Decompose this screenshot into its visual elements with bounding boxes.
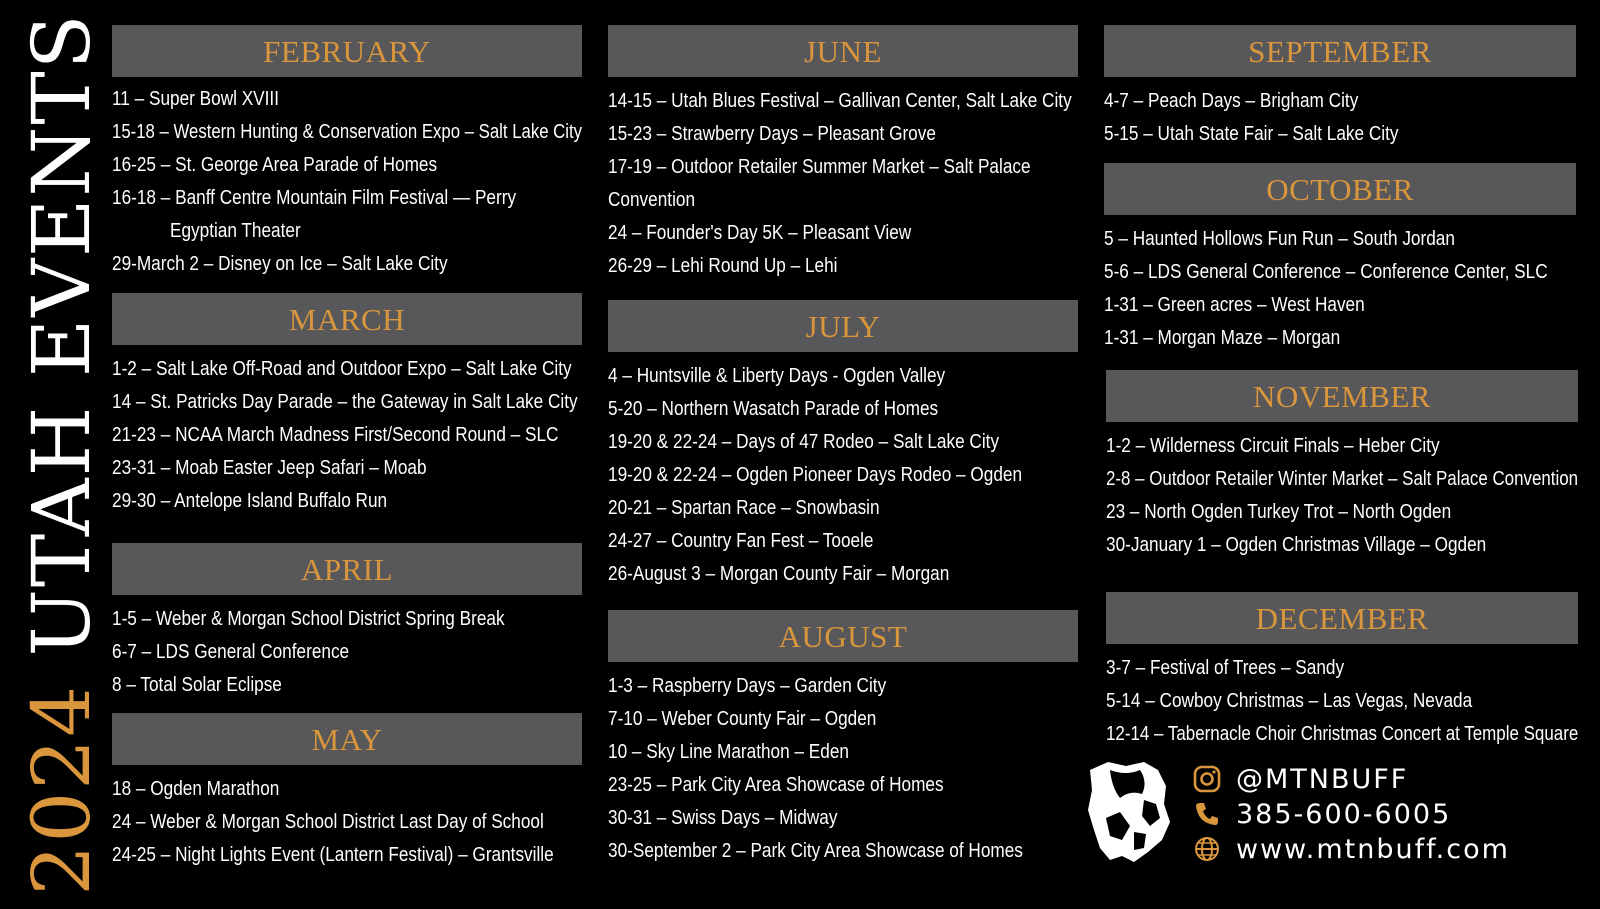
event-list-march	[112, 353, 582, 518]
contact-phone[interactable]	[1192, 797, 1451, 831]
event-item: 10 – Sky Line Marathon – Eden	[608, 741, 849, 763]
month-section-may	[112, 713, 582, 872]
event-item: 15-23 – Strawberry Days – Pleasant Grove	[608, 123, 936, 145]
event-item: 6-7 – LDS General Conference	[112, 641, 350, 663]
event-list-june	[608, 85, 1078, 283]
event-item: 24 – Founder's Day 5K – Pleasant View	[608, 222, 912, 244]
event-list-september	[1104, 85, 1576, 151]
title-label: UTAH EVENTS	[15, 12, 108, 657]
contact-website[interactable]	[1192, 832, 1510, 866]
event-item: 21-23 – NCAA March Madness First/Second Round – SLC	[112, 424, 559, 446]
event-item: 30-September 2 – Park City Area Showcase of Homes	[608, 840, 1023, 862]
month-header-june: JUNE	[608, 25, 1078, 77]
event-item: 4-7 – Peach Days – Brigham City	[1104, 90, 1359, 112]
event-item: 23-25 – Park City Area Showcase of Homes	[608, 774, 944, 796]
phone-icon	[1192, 799, 1222, 829]
event-list-october	[1104, 223, 1576, 355]
event-item: 1-31 – Green acres – West Haven	[1104, 294, 1365, 316]
event-item: 5-14 – Cowboy Christmas – Las Vegas, Nevada	[1106, 690, 1473, 712]
event-item: 24 – Weber & Morgan School District Last Day of School	[112, 811, 544, 833]
instagram-icon	[1192, 764, 1222, 794]
event-item-continuation: Egyptian Theater	[170, 220, 301, 242]
month-header-december: DECEMBER	[1106, 592, 1578, 644]
event-item: 16-18 – Banff Centre Mountain Film Festival — Perry	[112, 187, 517, 209]
contact-instagram[interactable]	[1192, 762, 1408, 796]
month-header-february: FEBRUARY	[112, 25, 582, 77]
event-item: 23 – North Ogden Turkey Trot – North Ogden	[1106, 501, 1452, 523]
event-list-may	[112, 773, 582, 872]
event-item: 1-5 – Weber & Morgan School District Spring Break	[112, 608, 505, 630]
contact-block	[1086, 760, 1576, 870]
month-section-september	[1104, 25, 1576, 151]
month-section-july	[608, 300, 1078, 591]
month-section-march	[112, 293, 582, 518]
event-item: 20-21 – Spartan Race – Snowbasin	[608, 497, 880, 519]
event-item: 18 – Ogden Marathon	[112, 778, 280, 800]
event-item: 24-25 – Night Lights Event (Lantern Festival) – Grantsville	[112, 844, 554, 866]
event-list-april	[112, 603, 582, 702]
month-section-june	[608, 25, 1078, 283]
page-title	[15, 12, 108, 896]
month-section-august	[608, 610, 1078, 868]
event-item: 30-31 – Swiss Days – Midway	[608, 807, 838, 829]
event-list-february	[112, 83, 582, 281]
month-header-august: AUGUST	[608, 610, 1078, 662]
month-section-february	[112, 25, 582, 281]
event-item-continuation: Convention	[608, 189, 696, 211]
event-item: 15-18 – Western Hunting & Conservation Expo – Salt Lake City	[112, 121, 583, 143]
event-item: 2-8 – Outdoor Retailer Winter Market – Salt Palace Convention	[1106, 468, 1579, 490]
event-item: 12-14 – Tabernacle Choir Christmas Concert at Temple Square	[1106, 723, 1579, 745]
month-section-april	[112, 543, 582, 702]
event-item: 1-2 – Wilderness Circuit Finals – Heber City	[1106, 435, 1440, 457]
buffalo-logo	[1086, 760, 1172, 864]
month-header-july: JULY	[608, 300, 1078, 352]
month-section-october	[1104, 163, 1576, 355]
event-item: 5-20 – Northern Wasatch Parade of Homes	[608, 398, 939, 420]
month-header-september: SEPTEMBER	[1104, 25, 1576, 77]
event-item: 1-3 – Raspberry Days – Garden City	[608, 675, 887, 697]
event-item: 1-2 – Salt Lake Off-Road and Outdoor Expo – Salt Lake City	[112, 358, 572, 380]
globe-icon	[1192, 834, 1222, 864]
event-item: 19-20 & 22-24 – Ogden Pioneer Days Rodeo – Ogden	[608, 464, 1023, 486]
event-item: 7-10 – Weber County Fair – Ogden	[608, 708, 877, 730]
event-list-august	[608, 670, 1078, 868]
month-section-december	[1106, 592, 1578, 751]
event-item: 16-25 – St. George Area Parade of Homes	[112, 154, 438, 176]
month-header-november: NOVEMBER	[1106, 370, 1578, 422]
event-item: 30-January 1 – Ogden Christmas Village – Ogden	[1106, 534, 1487, 556]
event-item: 23-31 – Moab Easter Jeep Safari – Moab	[112, 457, 427, 479]
event-list-november	[1106, 430, 1578, 562]
event-item: 14 – St. Patricks Day Parade – the Gateway in Salt Lake City	[112, 391, 578, 413]
month-header-march: MARCH	[112, 293, 582, 345]
event-item: 29-30 – Antelope Island Buffalo Run	[112, 490, 388, 512]
instagram-handle[interactable]: @MTNBUFF	[1236, 763, 1409, 795]
event-item: 4 – Huntsville & Liberty Days - Ogden Valley	[608, 365, 946, 387]
event-list-december	[1106, 652, 1578, 751]
month-section-november	[1106, 370, 1578, 562]
event-item: 19-20 & 22-24 – Days of 47 Rodeo – Salt Lake City	[608, 431, 1000, 453]
event-item: 8 – Total Solar Eclipse	[112, 674, 282, 696]
event-list-july	[608, 360, 1078, 591]
event-item: 5-15 – Utah State Fair – Salt Lake City	[1104, 123, 1399, 145]
website-link[interactable]: www.mtnbuff.com	[1236, 833, 1510, 865]
month-header-may: MAY	[112, 713, 582, 765]
event-item: 14-15 – Utah Blues Festival – Gallivan Center, Salt Lake City	[608, 90, 1072, 112]
event-item: 11 – Super Bowl XVIII	[112, 88, 280, 110]
title-year: 2024	[15, 683, 108, 896]
event-item: 5 – Haunted Hollows Fun Run – South Jordan	[1104, 228, 1455, 250]
event-item: 17-19 – Outdoor Retailer Summer Market – Salt Palace	[608, 156, 1031, 178]
event-item: 29-March 2 – Disney on Ice – Salt Lake City	[112, 253, 448, 275]
phone-number[interactable]: 385-600-6005	[1236, 798, 1452, 830]
event-item: 26-August 3 – Morgan County Fair – Morgan	[608, 563, 950, 585]
event-item: 26-29 – Lehi Round Up – Lehi	[608, 255, 838, 277]
month-header-october: OCTOBER	[1104, 163, 1576, 215]
month-header-april: APRIL	[112, 543, 582, 595]
event-item: 1-31 – Morgan Maze – Morgan	[1104, 327, 1341, 349]
event-item: 3-7 – Festival of Trees – Sandy	[1106, 657, 1345, 679]
event-item: 5-6 – LDS General Conference – Conference Center, SLC	[1104, 261, 1548, 283]
event-item: 24-27 – Country Fan Fest – Tooele	[608, 530, 874, 552]
